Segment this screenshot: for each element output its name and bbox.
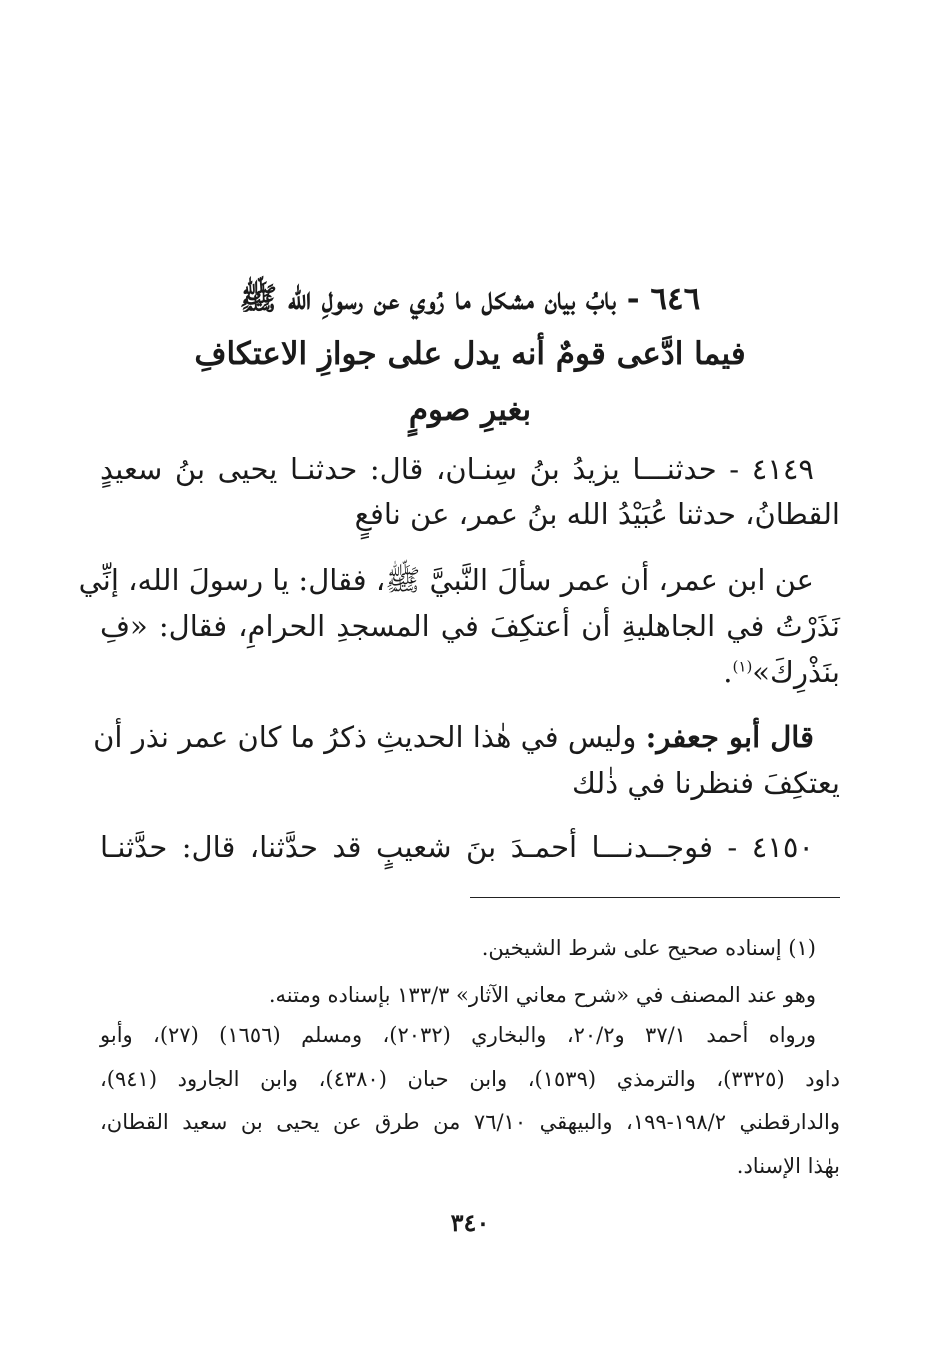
page-number: ٣٤٠ [450, 1208, 490, 1237]
footnote-line-3: ورواه أحمد ٣٧/١ و٢٠/٢، والبخاري (٢٠٣٢)، ومسلم (١٦٥٦) (٢٧)، وأبو [100, 1023, 816, 1047]
narration-line-3 [100, 655, 840, 689]
footnote-separator [470, 897, 840, 898]
hadith-4150-line-1: ٤١٥٠ - فوجــدنـــا أحمـدَ بنَ شعيبٍ قد حدَّثنا، قال: حدَّثنـا [100, 830, 814, 864]
hadith-4149-line-2: القطانُ، حدثنا عُبَيْدُ الله بنُ عمر، عن نافعٍ [354, 497, 840, 531]
footnote-line-1: (١) إسناده صحيح على شرط الشيخين. [481, 936, 816, 960]
commentary-speaker: قال أبو جعفر: [645, 720, 814, 754]
footnote-line-5: والدارقطني ١٩٨/٢-١٩٩، والبيهقي ٧٦/١٠ من طرق عن يحيى بن سعيد القطان، [100, 1110, 840, 1134]
chapter-title-line-1: ٦٤٦ - بابُ بيان مشكل ما رُوي عن رسولِ الله ﷺ [239, 281, 701, 317]
commentary-line-2: يعتكِفَ فنظرنا في ذٰلك [571, 766, 840, 800]
chapter-title-line-3: بغيرِ صومٍ [408, 392, 532, 428]
narration-line-3-text: بنَذْرِكَ» [752, 655, 840, 689]
commentary-line-1 [93, 720, 814, 754]
chapter-title-line-2: فيما ادَّعى قومٌ أنه يدل على جوازِ الاعتكافِ [194, 336, 746, 372]
narration-line-3-end: . [723, 655, 733, 689]
footnote-reference-1: (١) [732, 657, 753, 676]
footnote-line-4: داود (٣٣٢٥)، والترمذي (١٥٣٩)، وابن حبان (٤٣٨٠)، وابن الجارود (٩٤١)، [100, 1067, 840, 1091]
footnote-line-6: بهٰذا الإسناد. [736, 1154, 840, 1178]
narration-line-2: نَذَرْتُ في الجاهليةِ أن أعتكِفَ في المسجدِ الحرامِ، فقال: «فِ [100, 609, 840, 643]
commentary-text-1: وليس في هٰذا الحديثِ ذكرُ ما كان عمر نذر أن [93, 720, 646, 754]
narration-line-1: عن ابن عمر، أن عمر سألَ النَّبيَّ ﷺ، فقال: يا رسولَ الله، إنِّي [78, 563, 814, 597]
footnote-line-2: وهو عند المصنف في «شرح معاني الآثار» ١٣٣/٣ بإسناده ومتنه. [268, 983, 816, 1007]
hadith-4149-line-1: ٤١٤٩ - حدثنـــا يزيدُ بنُ سِنـان، قال: حدثنـا يحيى بنُ سعيدٍ [100, 452, 814, 486]
